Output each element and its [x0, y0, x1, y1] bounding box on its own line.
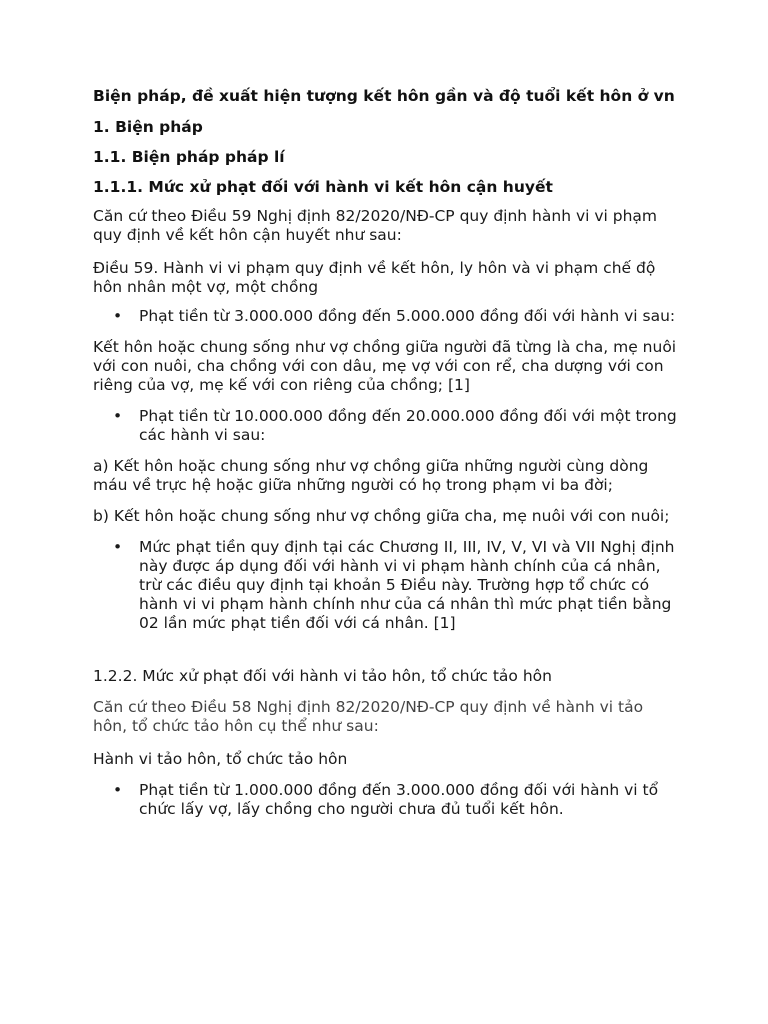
heading-1-1-1: 1.1.1. Mức xử phạt đối với hành vi kết hôn cận huyết	[93, 178, 553, 196]
bullet-icon: •	[113, 307, 123, 325]
paragraph-basis-article-59: Căn cứ theo Điều 59 Nghị định 82/2020/NĐ-CP quy định hành vi vi phạm quy định về kết hôn cận huyết như sau:	[93, 207, 658, 244]
list-item-text: Phạt tiền từ 1.000.000 đồng đến 3.000.000 đồng đối với hành vi tổ chức lấy vợ, lấy chồng cho người chưa đủ tuổi kết hôn.	[139, 781, 659, 818]
list-item-fine-1m-3m	[93, 781, 679, 819]
bullet-icon: •	[113, 538, 123, 556]
list-item-fine-3m-5m	[93, 307, 679, 326]
paragraph-clause-b: b) Kết hôn hoặc chung sống như vợ chồng giữa cha, mẹ nuôi với con nuôi;	[93, 507, 670, 525]
document-page	[93, 87, 679, 819]
paragraph-basis-article-58: Căn cứ theo Điều 58 Nghị định 82/2020/NĐ-CP quy định về hành vi tảo hôn, tổ chức tảo hôn cụ thể như sau:	[93, 698, 644, 735]
heading-1-1: 1.1. Biện pháp pháp lí	[93, 148, 285, 166]
bullet-icon: •	[113, 781, 123, 799]
paragraph-clause-a: a) Kết hôn hoặc chung sống như vợ chồng giữa những người cùng dòng máu về trực hệ hoặc giữa những người có họ trong phạm vi ba đời;	[93, 457, 649, 494]
document-title: Biện pháp, đề xuất hiện tượng kết hôn gần và độ tuổi kết hôn ở vn	[93, 87, 675, 105]
list-item-text: Phạt tiền từ 3.000.000 đồng đến 5.000.000 đồng đối với hành vi sau:	[139, 307, 676, 325]
list-item-fine-levels	[93, 538, 679, 633]
list-item-text: Mức phạt tiền quy định tại các Chương II, III, IV, V, VI và VII Nghị định này được áp dụng đối với hành vi vi phạm hành chính của cá nhân, trừ các điều quy định tại khoản 5 Điều này. Trường hợp tổ chức có hành vi vi phạm hành chính như của cá nhân thì mức phạt tiền bằng 02 lần mức phạt tiền đối với cá nhân. [1]	[139, 538, 675, 632]
list-item-text: Phạt tiền từ 10.000.000 đồng đến 20.000.000 đồng đối với một trong các hành vi sau:	[139, 407, 677, 444]
heading-1-2-2: 1.2.2. Mức xử phạt đối với hành vi tảo hôn, tổ chức tảo hôn	[93, 667, 552, 685]
list-item-fine-10m-20m	[93, 407, 679, 445]
paragraph-marriage-relatives: Kết hôn hoặc chung sống như vợ chồng giữa người đã từng là cha, mẹ nuôi với con nuôi, cha chồng với con dâu, mẹ vợ với con rể, cha dượng với con riêng của vợ, mẹ kế với con riêng của chồng; [1]	[93, 338, 677, 394]
paragraph-child-marriage: Hành vi tảo hôn, tổ chức tảo hôn	[93, 750, 348, 768]
paragraph-article-59: Điều 59. Hành vi vi phạm quy định về kết hôn, ly hôn và vi phạm chế độ hôn nhân một vợ, một chồng	[93, 259, 656, 296]
heading-1: 1. Biện pháp	[93, 118, 203, 136]
bullet-icon: •	[113, 407, 123, 425]
